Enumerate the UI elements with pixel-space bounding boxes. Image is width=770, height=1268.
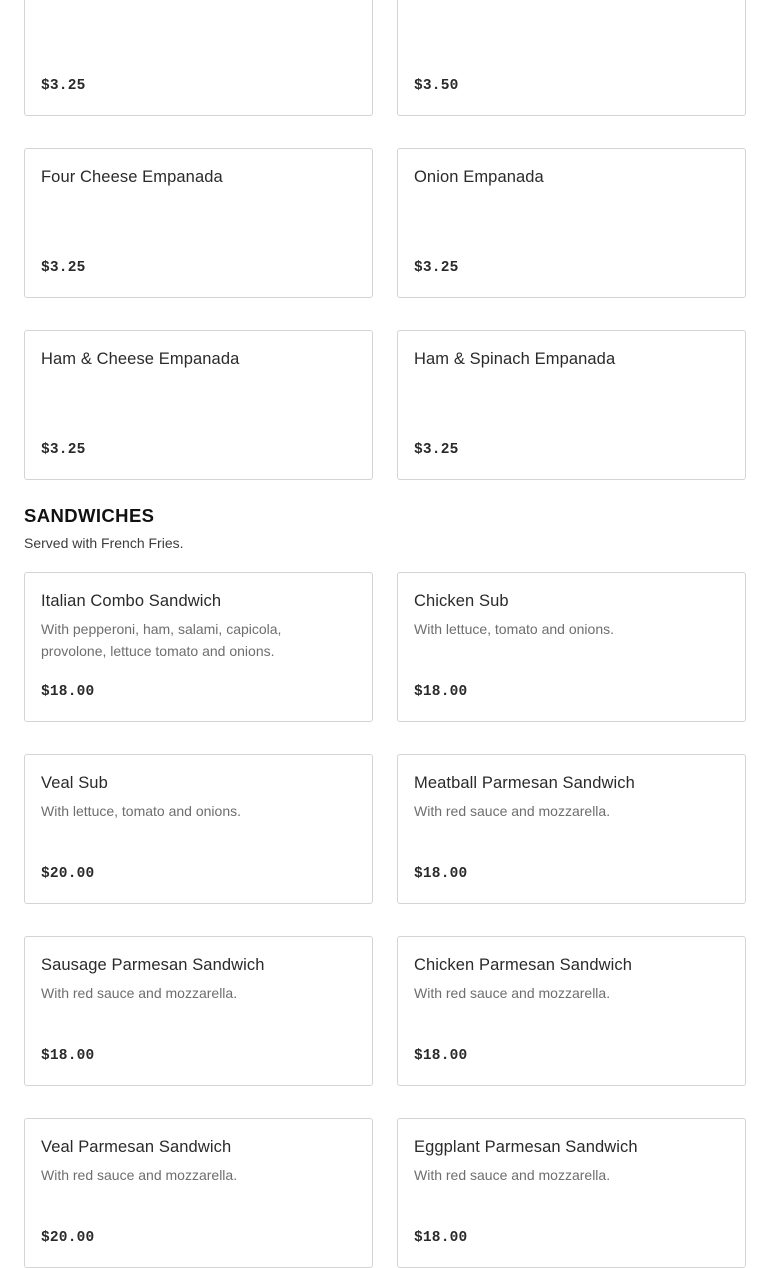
menu-item-description: With red sauce and mozzarella.	[414, 1167, 611, 1183]
menu-item-description: With lettuce, tomato and onions.	[414, 621, 614, 637]
menu-item-price: $3.25	[414, 442, 459, 458]
menu-item-card[interactable]	[397, 754, 746, 904]
menu-item-description: With pepperoni, ham, salami, capicola, provolone, lettuce tomato and onions.	[41, 621, 282, 659]
menu-item-price: $3.25	[41, 442, 86, 458]
menu-item-card[interactable]	[24, 572, 373, 722]
menu-item-description: With lettuce, tomato and onions.	[41, 803, 241, 819]
menu-item-title: Four Cheese Empanada	[41, 168, 223, 186]
section-header-sandwiches	[24, 505, 746, 553]
menu-item-price: $18.00	[41, 1048, 95, 1064]
menu-item-price: $18.00	[414, 866, 468, 882]
menu-item-price: $3.25	[41, 260, 86, 276]
menu-item-description: With red sauce and mozzarella.	[414, 985, 611, 1001]
menu-item-price: $3.50	[414, 78, 459, 94]
menu-item-description: With red sauce and mozzarella.	[41, 985, 238, 1001]
menu-item-description: With red sauce and mozzarella.	[41, 1167, 238, 1183]
menu-item-card[interactable]	[24, 936, 373, 1086]
menu-item-card[interactable]	[24, 0, 373, 116]
menu-item-price: $3.25	[414, 260, 459, 276]
empanadas-grid	[24, 0, 746, 480]
menu-item-title: Onion Empanada	[414, 168, 544, 186]
menu-item-price: $20.00	[41, 866, 95, 882]
menu-item-title: Eggplant Parmesan Sandwich	[414, 1138, 638, 1156]
menu-item-card[interactable]	[397, 148, 746, 298]
section-subtitle: Served with French Fries.	[24, 535, 184, 551]
menu-item-card[interactable]	[24, 1118, 373, 1268]
menu-page	[24, 0, 746, 1268]
menu-item-card[interactable]	[24, 148, 373, 298]
menu-item-card[interactable]	[397, 936, 746, 1086]
menu-item-price: $3.25	[41, 78, 86, 94]
menu-item-title: Ham & Spinach Empanada	[414, 350, 616, 368]
menu-item-title: Ham & Cheese Empanada	[41, 350, 240, 368]
menu-item-card[interactable]	[24, 330, 373, 480]
menu-item-title: Veal Parmesan Sandwich	[41, 1138, 232, 1156]
menu-item-price: $18.00	[414, 1230, 468, 1246]
menu-item-title: Chicken Sub	[414, 592, 509, 610]
section-title: SANDWICHES	[24, 505, 155, 526]
menu-item-description: With red sauce and mozzarella.	[414, 803, 611, 819]
menu-item-card[interactable]	[24, 754, 373, 904]
menu-item-price: $18.00	[414, 684, 468, 700]
menu-item-card[interactable]	[397, 1118, 746, 1268]
menu-item-price: $18.00	[41, 684, 95, 700]
menu-item-title: Meatball Parmesan Sandwich	[414, 774, 635, 792]
menu-item-title: Veal Sub	[41, 774, 108, 792]
menu-item-price: $20.00	[41, 1230, 95, 1246]
menu-item-title: Chicken Parmesan Sandwich	[414, 956, 633, 974]
menu-item-card[interactable]	[397, 572, 746, 722]
menu-item-title: Sausage Parmesan Sandwich	[41, 956, 265, 974]
menu-item-price: $18.00	[414, 1048, 468, 1064]
menu-item-card[interactable]	[397, 330, 746, 480]
menu-item-title: Italian Combo Sandwich	[41, 592, 222, 610]
menu-item-card[interactable]	[397, 0, 746, 116]
sandwiches-grid	[24, 572, 746, 1268]
